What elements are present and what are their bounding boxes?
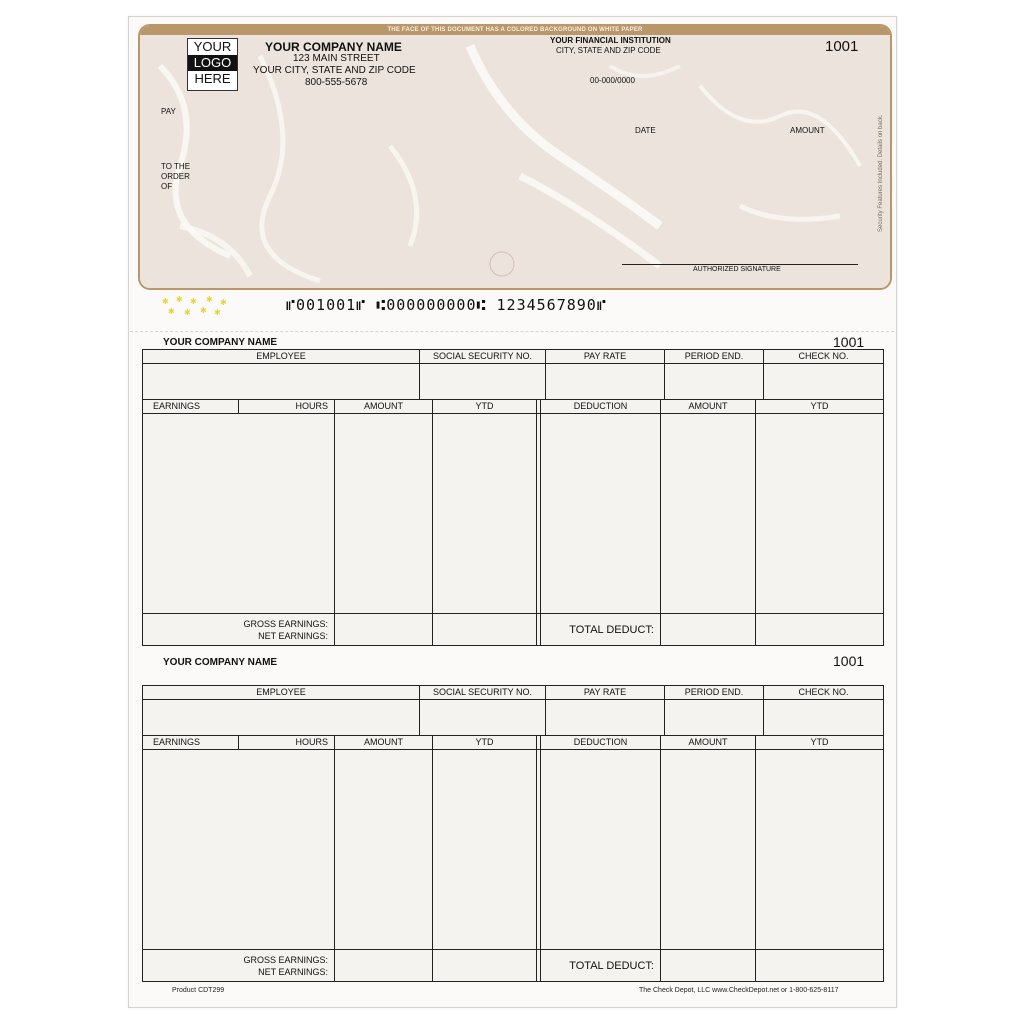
hours-header: HOURS: [239, 400, 335, 414]
employee-cell: [143, 364, 420, 400]
signature-label: AUTHORIZED SIGNATURE: [693, 266, 781, 273]
total-deduct-amount-cell: [661, 950, 756, 982]
security-banner: THE FACE OF THIS DOCUMENT HAS A COLORED BACKGROUND ON WHITE PAPER: [140, 26, 890, 35]
svg-text:✱: ✱: [168, 307, 175, 316]
total-deduct-label: TOTAL DEDUCT:: [541, 614, 661, 646]
deduction-body: [541, 750, 661, 950]
security-side-text: Security Features Included. Details on back.: [878, 114, 884, 232]
to-the-label: TO THE: [161, 162, 191, 171]
pay-rate-cell: [546, 700, 665, 736]
ytd-body: [433, 414, 537, 614]
routing-fraction: 00-000/0000: [590, 76, 635, 85]
svg-text:✱: ✱: [176, 295, 183, 304]
stub1-company-name: YOUR COMPANY NAME: [163, 337, 278, 348]
gross-amount-cell: [335, 950, 433, 982]
gross-amount-cell: [335, 614, 433, 646]
hours-header: HOURS: [239, 736, 335, 750]
pay-rate-header: PAY RATE: [546, 686, 665, 700]
check-number: 1001: [825, 38, 859, 55]
hologram-stars: [160, 295, 234, 317]
check-no-header: CHECK NO.: [764, 686, 884, 700]
amount-body: [335, 750, 433, 950]
gross-ytd-cell: [433, 614, 537, 646]
ytd-body: [433, 750, 537, 950]
period-end-header: PERIOD END.: [665, 350, 764, 364]
total-deduct-ytd-cell: [756, 950, 884, 982]
deduction-body: [541, 414, 661, 614]
check-no-cell: [764, 364, 884, 400]
check-no-cell: [764, 700, 884, 736]
svg-text:✱: ✱: [190, 297, 197, 306]
net-earnings-label: NET EARNINGS:: [258, 630, 328, 641]
pay-label: PAY: [161, 107, 176, 116]
gross-earnings-label: GROSS EARNINGS:: [243, 618, 328, 629]
svg-text:✱: ✱: [184, 308, 191, 317]
bank-city: CITY, STATE AND ZIP CODE: [556, 46, 661, 55]
employee-cell: [143, 700, 420, 736]
company-logo-placeholder: [187, 38, 238, 91]
earnings-totals-labels: [143, 950, 335, 982]
period-end-header: PERIOD END.: [665, 686, 764, 700]
total-deduct-ytd-cell: [756, 614, 884, 646]
earnings-body: [143, 750, 335, 950]
company-city: YOUR CITY, STATE AND ZIP CODE: [253, 65, 416, 76]
ytd-header: YTD: [433, 736, 537, 750]
micr-line: ⑈001001⑈ ⑆000000000⑆ 1234567890⑈: [286, 296, 607, 314]
pay-rate-header: PAY RATE: [546, 350, 665, 364]
period-end-cell: [665, 364, 764, 400]
stub2-company-name: YOUR COMPANY NAME: [163, 657, 278, 668]
stub1-check-number: 1001: [833, 334, 865, 350]
svg-text:✱: ✱: [206, 295, 213, 304]
check-no-header: CHECK NO.: [764, 350, 884, 364]
ssn-cell: [420, 364, 546, 400]
svg-text:✱: ✱: [162, 297, 169, 306]
earnings-header: EARNINGS: [143, 400, 239, 414]
stub1-earnings-table: [142, 399, 884, 646]
ssn-cell: [420, 700, 546, 736]
period-end-cell: [665, 700, 764, 736]
ytd-header: YTD: [433, 400, 537, 414]
net-earnings-label: NET EARNINGS:: [258, 966, 328, 977]
svg-text:✱: ✱: [200, 306, 207, 315]
stub2-info-table: [142, 685, 884, 736]
employee-header: EMPLOYEE: [143, 350, 420, 364]
amount-label: AMOUNT: [790, 126, 825, 135]
company-phone: 800-555-5678: [305, 77, 368, 88]
order-label: ORDER: [161, 172, 190, 181]
earnings-body: [143, 414, 335, 614]
amount-body: [335, 414, 433, 614]
perforation-line: [130, 331, 894, 332]
product-code: Product CDT299: [172, 987, 225, 994]
deduction-ytd-header: YTD: [756, 736, 884, 750]
total-deduct-label: TOTAL DEDUCT:: [541, 950, 661, 982]
stub2-check-number: 1001: [833, 653, 865, 669]
check-face: [138, 24, 892, 290]
logo-line-1: YOUR: [193, 39, 232, 54]
ssn-header: SOCIAL SECURITY NO.: [420, 686, 546, 700]
logo-line-2: LOGO: [188, 55, 237, 71]
deduction-header: DEDUCTION: [541, 736, 661, 750]
deduction-ytd-header: YTD: [756, 400, 884, 414]
amount-header: AMOUNT: [335, 736, 433, 750]
svg-text:✱: ✱: [220, 298, 227, 307]
amount-header: AMOUNT: [335, 400, 433, 414]
gross-earnings-label: GROSS EARNINGS:: [243, 954, 328, 965]
bank-name: YOUR FINANCIAL INSTITUTION: [550, 36, 671, 45]
date-label: DATE: [635, 126, 656, 135]
ssn-header: SOCIAL SECURITY NO.: [420, 350, 546, 364]
deduction-ytd-body: [756, 750, 884, 950]
deduction-ytd-body: [756, 414, 884, 614]
stub2-earnings-table: [142, 735, 884, 982]
vendor-info: The Check Depot, LLC www.CheckDepot.net or 1-800-625-8117: [639, 987, 839, 994]
svg-text:✱: ✱: [214, 308, 221, 317]
deduction-amount-body: [661, 414, 756, 614]
deduction-amount-body: [661, 750, 756, 950]
logo-line-3: HERE: [194, 71, 231, 86]
total-deduct-amount-cell: [661, 614, 756, 646]
signature-line: [622, 264, 858, 265]
earnings-header: EARNINGS: [143, 736, 239, 750]
gross-ytd-cell: [433, 950, 537, 982]
deduction-amount-header: AMOUNT: [661, 400, 756, 414]
pay-rate-cell: [546, 364, 665, 400]
check-company-name: YOUR COMPANY NAME: [265, 40, 402, 54]
deduction-header: DEDUCTION: [541, 400, 661, 414]
stub1-info-table: [142, 349, 884, 400]
employee-header: EMPLOYEE: [143, 686, 420, 700]
company-street: 123 MAIN STREET: [293, 53, 380, 64]
of-label: OF: [161, 182, 173, 191]
deduction-amount-header: AMOUNT: [661, 736, 756, 750]
earnings-totals-labels: [143, 614, 335, 646]
